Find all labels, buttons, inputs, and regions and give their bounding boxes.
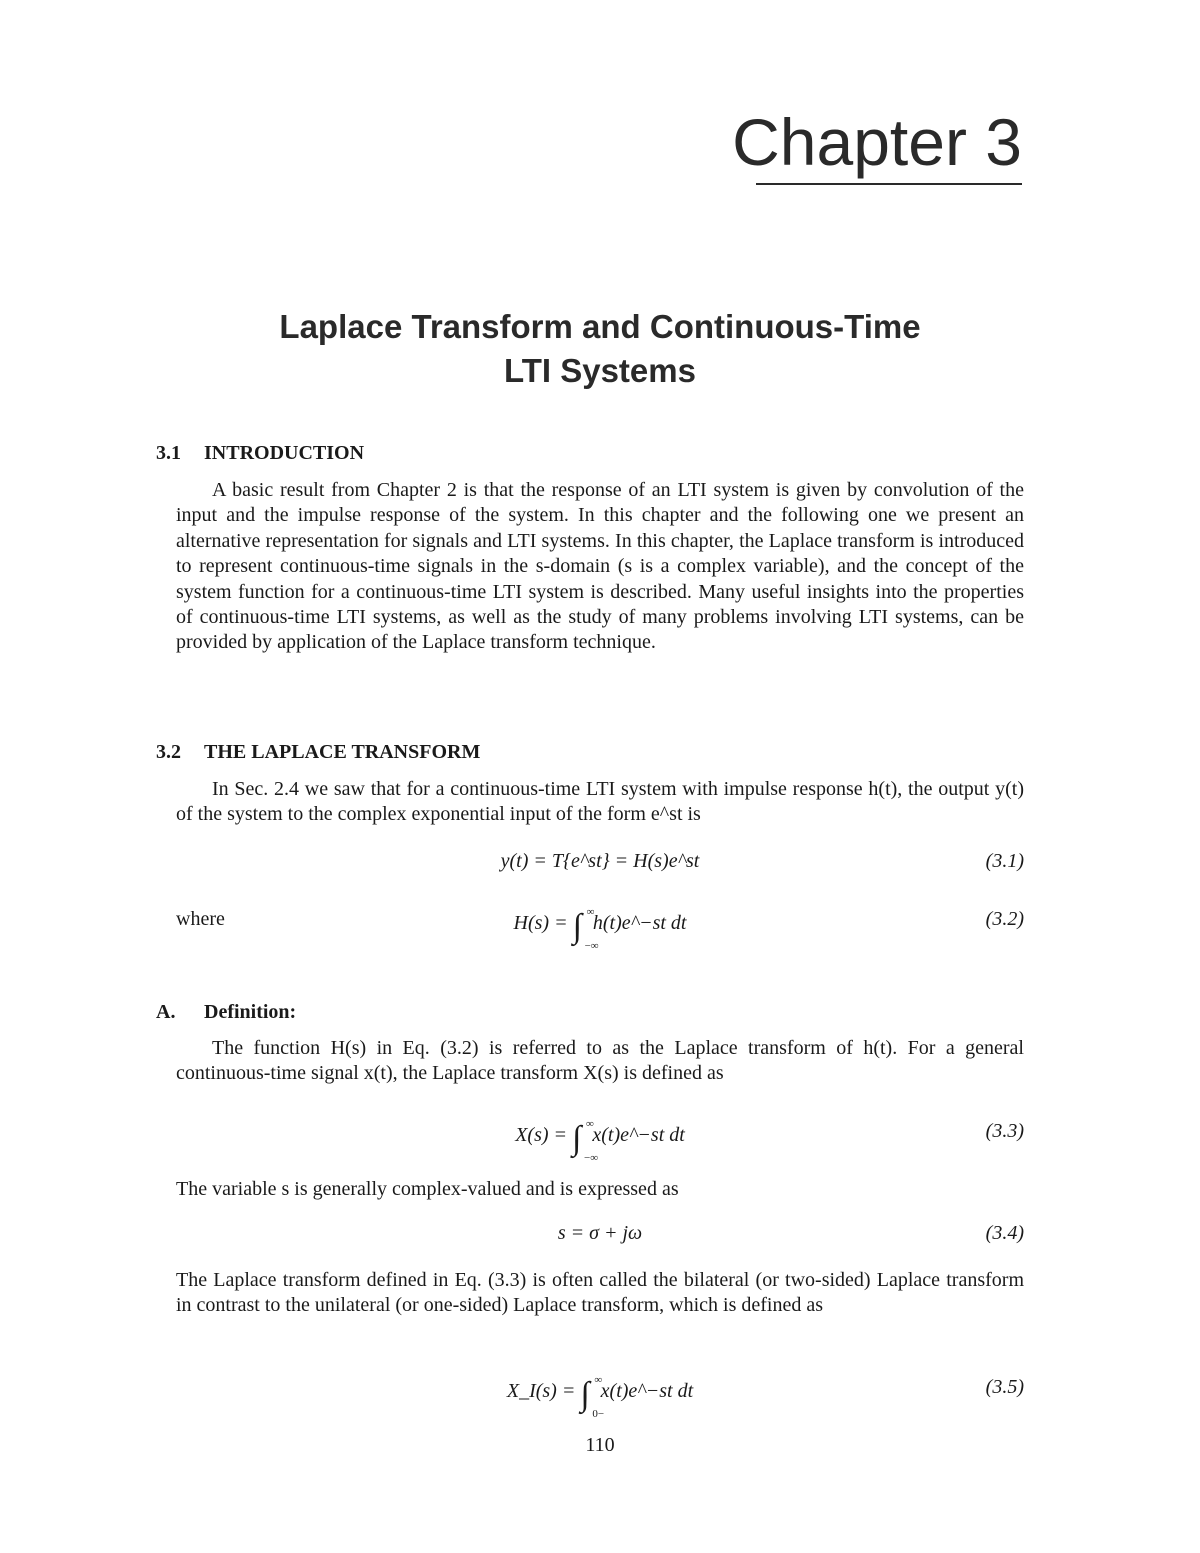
equation-integrand: x(t)e^−st dt: [600, 1380, 694, 1402]
integral-upper-limit: ∞: [594, 1374, 603, 1386]
section-number: 3.1: [156, 442, 181, 464]
equation-lhs: X(s) =: [515, 1124, 568, 1146]
definition-paragraph: The function H(s) in Eq. (3.2) is referred to as the Laplace transform of h(t). For a general continuous-time signal x(t), the Laplace transform X(s) is defined as: [176, 1037, 1024, 1085]
where-label: where: [176, 908, 225, 930]
chapter-label: Chapter 3: [732, 105, 1022, 179]
integral-sign: ∫ ∞ −∞: [572, 906, 599, 952]
equation-integrand: h(t)e^−st dt: [592, 912, 687, 934]
chapter-title-line2: LTI Systems: [504, 352, 696, 389]
equation-3-2: [176, 900, 1024, 952]
variable-paragraph: The variable s is generally complex-valued and is expressed as: [176, 1178, 679, 1200]
subsection-heading-a: [156, 999, 296, 1025]
equation-3-5: [176, 1368, 1024, 1420]
integral-lower-limit: 0−: [592, 1408, 605, 1420]
section-title: THE LAPLACE TRANSFORM: [204, 741, 481, 763]
intro-paragraph: A basic result from Chapter 2 is that the response of an LTI system is given by convolution of the input and the impulse response of the system. In this chapter and the following one we present an alternative representation for signals and LTI systems. In this chapter, the Laplace transform is introduced to represent continuous-time signals in the s-domain (s is a complex variable), and the concept of the system function for a continuous-time LTI system is described. Many useful insights into the properties of continuous-time LTI systems, as well as the study of many problems involving LTI systems, can be provided by application of the Laplace transform technique.: [176, 479, 1024, 654]
equation-expression: [176, 1118, 1024, 1164]
section-number: 3.2: [156, 741, 181, 763]
equation-lhs: X_I(s) =: [506, 1380, 576, 1402]
section-heading-3-1: [156, 440, 364, 466]
equation-3-1: [176, 842, 1024, 882]
section-heading-3-2: [156, 739, 480, 765]
equation-number: (3.2): [985, 908, 1024, 930]
equation-lhs: H(s) =: [513, 912, 568, 934]
equation-number: (3.3): [985, 1120, 1024, 1142]
integral-lower-limit: −∞: [584, 1152, 599, 1164]
subsection-letter: A.: [156, 1001, 176, 1023]
equation-expression: [176, 1374, 1024, 1420]
equation-3-3: [176, 1112, 1024, 1164]
equation-expression: s = σ + jω: [557, 1222, 643, 1244]
integral-sign: ∫ ∞ 0−: [580, 1374, 605, 1420]
equation-3-4: [176, 1214, 1024, 1254]
chapter-title-line1: Laplace Transform and Continuous-Time: [279, 308, 921, 345]
chapter-title: [100, 305, 1100, 393]
equation-number: (3.5): [985, 1376, 1024, 1398]
integral-lower-limit: −∞: [584, 940, 599, 952]
equation-expression: [176, 906, 1024, 952]
equation-number: (3.4): [985, 1222, 1024, 1244]
page-number: 110: [585, 1434, 615, 1456]
bilateral-paragraph: The Laplace transform defined in Eq. (3.3) is often called the bilateral (or two-sided) Laplace transform in contrast to the unilateral (or one-sided) Laplace transform, which is defined as: [176, 1269, 1024, 1317]
integral-upper-limit: ∞: [586, 1118, 594, 1130]
equation-integrand: x(t)e^−st dt: [592, 1124, 685, 1146]
equation-expression: y(t) = T{e^st} = H(s)e^st: [500, 850, 700, 872]
integral-sign: ∫ ∞ −∞: [572, 1118, 599, 1164]
chapter-rule: [756, 183, 1022, 185]
integral-upper-limit: ∞: [586, 906, 595, 918]
subsection-title: Definition:: [204, 1001, 297, 1023]
laplace-intro-paragraph: In Sec. 2.4 we saw that for a continuous-time LTI system with impulse response h(t), the output y(t) of the system to the complex exponential input of the form e^st is: [176, 778, 1024, 826]
section-title: INTRODUCTION: [204, 442, 365, 464]
equation-number: (3.1): [985, 850, 1024, 872]
